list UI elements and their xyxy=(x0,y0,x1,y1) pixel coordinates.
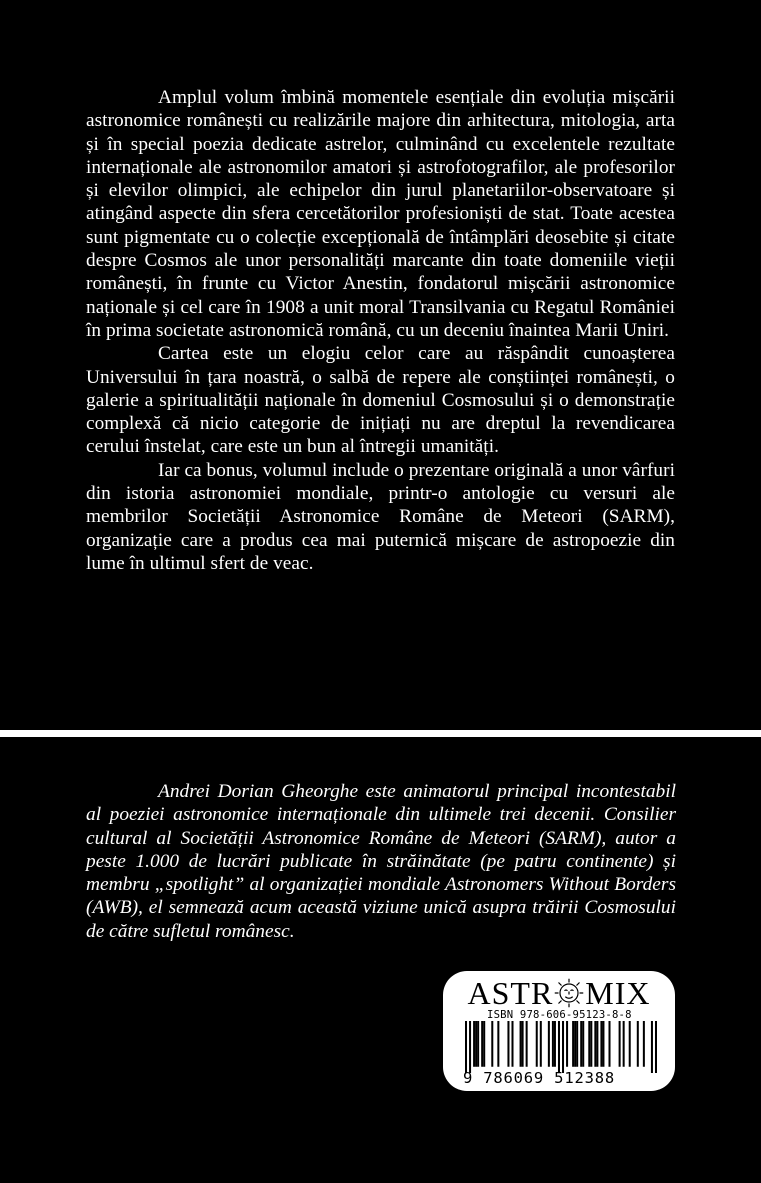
barcode-bar xyxy=(536,1021,538,1067)
barcode-bar xyxy=(566,1021,568,1067)
barcode-bar xyxy=(608,1021,610,1067)
barcode-bar xyxy=(473,1021,475,1067)
description-paragraph-3: Iar ca bonus, volumul include o prezentare originală a unor vârfuri din istoria astronomiei mondiale, printr-o antologie cu versuri ale membrilor Societății Astronomice Române de Meteori (SARM), organizație care a produs cea mai puternică mișcare de astropoezie din lume în ultimul sfert de veac. xyxy=(86,459,675,574)
publisher-logo-left: ASTR xyxy=(467,974,554,1011)
barcode-bar xyxy=(580,1021,582,1067)
isbn-label: ISBN 978-606-95123-8-8 xyxy=(487,1009,632,1021)
barcode-bar xyxy=(469,1021,471,1073)
barcode-bar xyxy=(643,1021,645,1067)
barcode-bar xyxy=(637,1021,639,1067)
barcode-bar xyxy=(477,1021,479,1067)
barcode-bar xyxy=(511,1021,513,1067)
barcode-bar xyxy=(596,1021,598,1067)
barcode-bar xyxy=(651,1021,653,1073)
barcode-bar xyxy=(655,1021,657,1073)
section-divider xyxy=(0,730,761,737)
barcode-bar xyxy=(590,1021,592,1067)
description-text xyxy=(86,86,675,575)
barcode-bar xyxy=(507,1021,509,1067)
barcode-bar xyxy=(491,1021,493,1067)
barcode-bar xyxy=(574,1021,576,1067)
barcode-bar xyxy=(526,1021,528,1067)
author-bio: Andrei Dorian Gheorghe este animatorul principal incontestabil al poeziei astronomice internaționale din ultimele trei decenii. Consilier cultural al Societății Astronomice Române de Meteori (SARM), autor a peste 1.000 de lucrări publicate în străinătate (pe patru continente) și membru „spotlight” al organizației mondiale Astronomers Without Borders (AWB), el semnează acum această viziune unică asupra trăirii Cosmosului de către sufletul românesc. xyxy=(86,781,676,942)
barcode-bar xyxy=(602,1021,604,1067)
barcode-bar xyxy=(552,1021,554,1067)
barcode-bar xyxy=(582,1021,584,1067)
barcode-bar xyxy=(619,1021,621,1067)
barcode-bar xyxy=(475,1021,477,1067)
barcode-bar xyxy=(481,1021,483,1067)
barcode-bar xyxy=(562,1021,564,1073)
barcode-bar xyxy=(558,1021,560,1073)
barcode-bar xyxy=(600,1021,602,1067)
barcode-bar xyxy=(623,1021,625,1067)
barcode-bar xyxy=(594,1021,596,1067)
isbn-barcode-card xyxy=(443,971,675,1091)
author-section xyxy=(0,737,761,1183)
barcode-bar xyxy=(522,1021,524,1067)
barcode-bar xyxy=(588,1021,590,1067)
barcode-bar xyxy=(497,1021,499,1067)
barcode-bar xyxy=(548,1021,550,1067)
description-paragraph-2: Cartea este un elogiu celor care au răspândit cunoașterea Universului în țara noastră, o salbă de repere ale conștiinței românești, o galerie a spiritualității naționale în domeniul Cosmosului și o demonstrație complexă că nicio categorie de inițiați nu are dreptul la revendicarea cerului înstelat, care este un bun al întregii umanități. xyxy=(86,343,675,458)
barcode-bar xyxy=(572,1021,574,1067)
barcode xyxy=(465,1021,657,1073)
barcode-bar xyxy=(629,1021,631,1067)
publisher-logo-right: MIX xyxy=(585,974,651,1011)
barcode-bar xyxy=(520,1021,522,1067)
barcode-bar xyxy=(554,1021,556,1067)
barcode-digits: 9 786069 512388 xyxy=(463,1069,615,1087)
publisher-logo xyxy=(455,976,663,1010)
barcode-bar xyxy=(576,1021,578,1067)
barcode-bar xyxy=(540,1021,542,1067)
barcode-bar xyxy=(465,1021,467,1073)
description-paragraph-1: Amplul volum îmbină momentele esențiale din evoluția mișcării astronomice românești cu realizările majore din arhitectura, mitologia, arta și în special poezia dedicate astrelor, culminând cu excelentele rezultate internaționale ale astronomilor amatori și astrofotografilor, ale profesorilor și elevilor olimpici, ale echipelor din jurul planetariilor-observatoare și atingând aspecte din sfera cercetătorilor profesioniști de stat. Toate acestea sunt pigmentate cu o colecție excepțională de întâmplări deosebite și citate despre Cosmos ale unor personalități marcante din toate domeniile vieții românești, în frunte cu Victor Anestin, fondatorul mișcării astronomice naționale și cel care în 1908 a unit moral Transilvania cu Regatul României în prima societate astronomică română, cu un deceniu înaintea Marii Uniri. xyxy=(86,87,675,341)
barcode-bar xyxy=(483,1021,485,1067)
sun-face-icon xyxy=(554,978,584,1008)
